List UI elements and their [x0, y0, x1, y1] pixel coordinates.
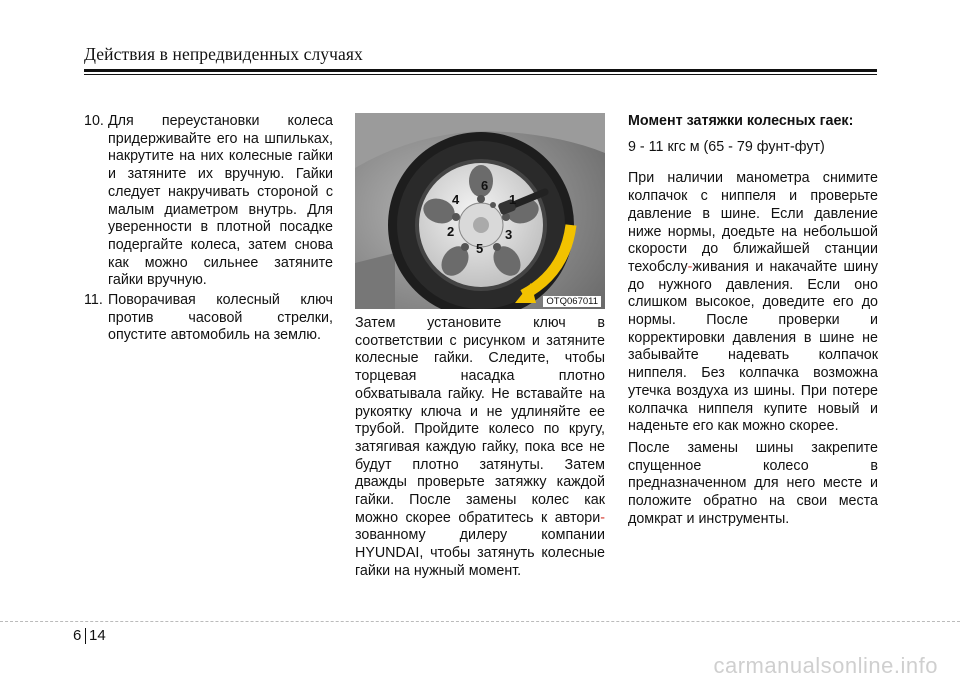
left-column	[84, 113, 333, 347]
hyphen-mark: -	[687, 258, 693, 275]
wheel-illustration	[355, 113, 605, 309]
header-rule-thin	[84, 74, 877, 75]
torque-heading: Момент затяжки колесных гаек:	[628, 113, 854, 129]
step-item	[84, 292, 333, 345]
footer-rule	[0, 621, 960, 622]
page-number: 14	[89, 627, 106, 644]
nut-label-1: 1	[509, 192, 517, 207]
hyphen-mark: -	[600, 509, 605, 526]
nut-label-4: 4	[452, 192, 460, 207]
header-rule	[84, 69, 877, 72]
nut-label-2: 2	[447, 224, 455, 239]
torque-value: 9 - 11 кгс м (65 - 79 фунт-фут)	[628, 138, 825, 155]
step-number: 10.	[84, 113, 104, 129]
nut-label-6: 6	[481, 178, 489, 193]
nut-label-3: 3	[505, 227, 513, 242]
wheel-drawing	[355, 113, 605, 309]
figure-code: OTQ067011	[543, 296, 601, 307]
instruction-paragraph	[355, 315, 605, 581]
chapter-number: 6	[73, 627, 82, 644]
storage-paragraph: После замены шины закрепите спущенное колесо в предназначенном для него месте и положите обратно на свои места домкрат и инструменты.	[628, 439, 878, 527]
right-column	[628, 113, 878, 532]
page-header-title: Действия в непредвиденных случаях	[84, 44, 363, 64]
step-number: 11.	[84, 292, 103, 309]
step-text: Поворачивая колесный ключ против часовой стрелки, опустите автомобиль на землю.	[108, 292, 333, 344]
paragraph-text-continued: живания и накачайте шину до нужного давления. Если оно слишком высокое, доведите его до нормы. После проверки и корректировки давления в шине не забывайте надевать колпачок ниппеля. Без колпачка возможна утечка воздуха из шины. При потере колпачка ниппеля купите новый и наденьте его как можно скорее.	[628, 258, 878, 435]
paragraph-text: При наличии манометра снимите колпачок с ниппеля и проверьте давление в шине. Если давление ниже нормы, доедьте на небольшой скорости до ближайшей станции техобслу	[628, 170, 878, 275]
watermark: carmanualsonline.info	[713, 653, 938, 678]
middle-column	[355, 315, 605, 585]
nut-label-5: 5	[476, 241, 484, 256]
paragraph-text: Затем установите ключ в соответствии с рисунком и затяните колесные гайки. Следите, чтобы торцевая насадка плотно обхватывала гайку. Не вставайте на рукоятку ключа и не удлиняйте ее трубой. Пройдите колесо по кругу, затягивая каждую гайку, пока все не будут плотно затянуты. Затем дважды проверьте затяжку каждой гайки. После замены колес как можно скорее обратитесь к автори	[355, 315, 605, 526]
step-text: Для переустановки колеса придерживайте его на шпильках, накрутите на них колесные гайки и затяните их вручную. Гайки следует накручивать стороной с малым диаметром внутрь. Для уверенности в плотной посадке подергайте колеса, затем снова как можно сильнее затяните гайки вручную.	[108, 113, 333, 289]
paragraph-text-continued: зованному дилеру компании HYUNDAI, чтобы затянуть колесные гайки на нужный момент.	[355, 527, 605, 579]
page-number-divider	[85, 628, 86, 644]
pressure-paragraph	[628, 170, 878, 436]
step-item	[84, 113, 333, 290]
